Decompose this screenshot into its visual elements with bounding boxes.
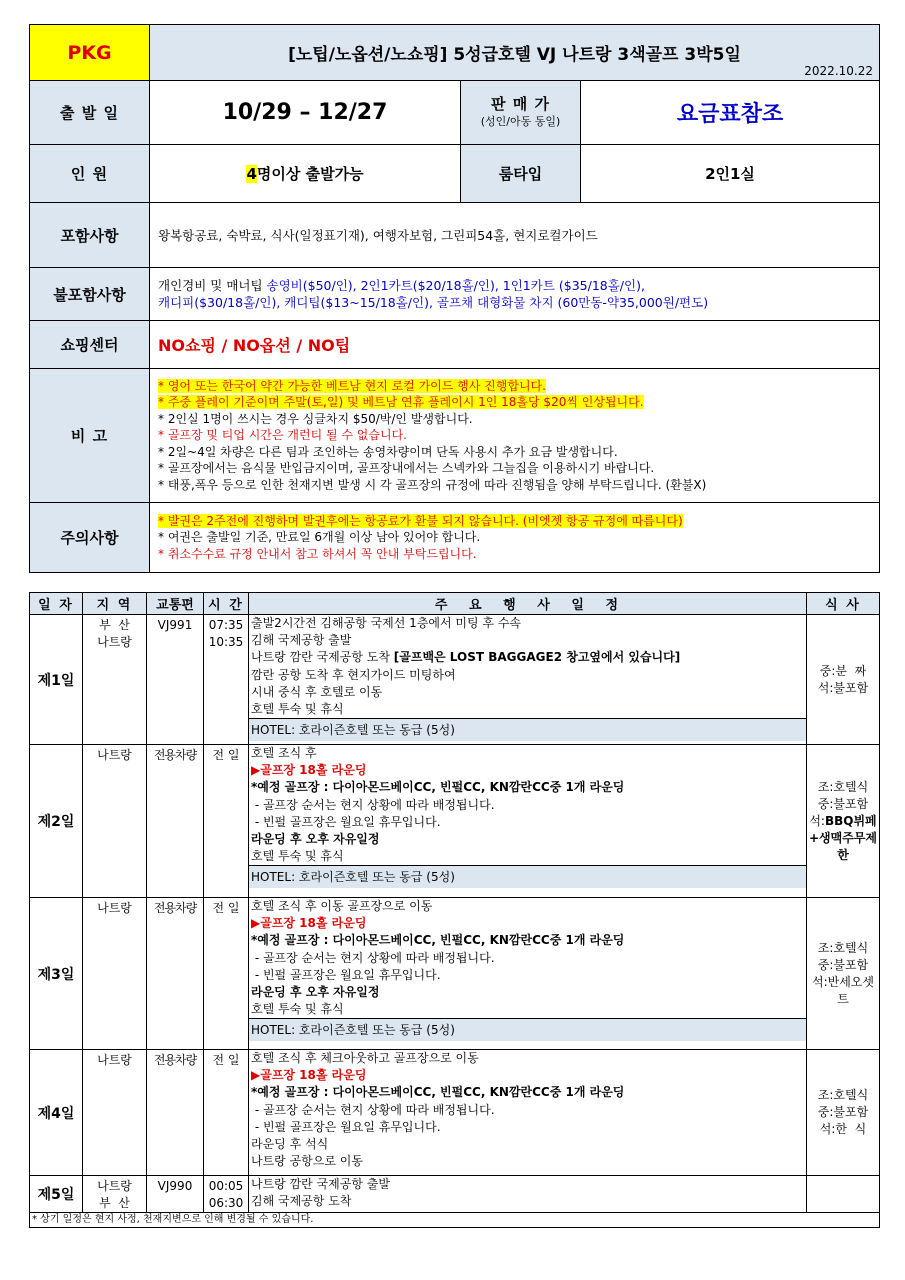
meals-cell — [807, 1176, 880, 1213]
region-2: 부 산 — [99, 1196, 130, 1210]
header-meals: 식 사 — [807, 593, 880, 615]
meal: 조:호텔식 — [817, 779, 869, 794]
activity: 호텔 투숙 및 휴식 — [251, 702, 344, 717]
price-value: 요금표참조 — [581, 81, 880, 145]
remark-6: * 골프장에서는 음식물 반입금지이며, 골프장내에서는 스넥카와 그늘집을 이용하시기 바랍니다. — [158, 461, 655, 476]
transport: VJ991 — [147, 615, 204, 745]
exclude-value — [150, 268, 880, 321]
region-1: 부 산 — [99, 618, 130, 632]
caution-1: * 발권은 2주전에 진행하며 발권후에는 항공료가 환불 되지 않습니다. (비엣젯 항공 규정에 따릅니다) — [158, 513, 683, 528]
golf-round: ▶골프장 18홀 라운딩 — [251, 916, 367, 931]
day-row — [30, 745, 880, 898]
meal: 석:한 식 — [819, 1122, 867, 1136]
activity: 나트랑 깜란 국제공항 출발 — [251, 1177, 390, 1191]
time: 전 일 — [204, 745, 249, 898]
day-label: 제3일 — [30, 898, 83, 1050]
transport: 전용차량 — [147, 1050, 204, 1176]
include-label: 포함사항 — [30, 203, 150, 268]
departure-label: 출 발 일 — [30, 81, 150, 145]
activity: 라운딩 후 오후 자유일정 — [251, 985, 380, 1000]
exclude-blue-2: 캐디피($30/18홀/인), 캐디팁($13~15/18홀/인), 골프채 대형화물 차지 (60만동-약35,000원/편도) — [158, 295, 709, 310]
include-value: 왕복항공료, 숙박료, 식사(일정표기재), 여행자보험, 그린피54홀, 현지로컬가이드 — [150, 203, 880, 268]
transport: VJ990 — [147, 1176, 204, 1213]
meal: 조:호텔식 — [817, 1088, 869, 1102]
header-schedule: 주 요 행 사 일 정 — [249, 593, 807, 615]
activity: 김해 국제공항 도착 — [251, 1194, 352, 1209]
region-1: 나트랑 — [97, 1179, 132, 1193]
activity: 호텔 투숙 및 휴식 — [251, 849, 344, 864]
package-info-table — [29, 24, 880, 573]
day-label: 제2일 — [30, 745, 83, 898]
golf-bag-note: [골프백은 LOST BAGGAGE2 창고옆에서 있습니다] — [393, 650, 681, 665]
remark-4: * 골프장 및 티업 시간은 개런티 될 수 없습니다. — [158, 428, 407, 443]
region-2: 나트랑 — [97, 635, 132, 649]
activity: - 빈펄 골프장은 월요일 휴무입니다. — [251, 814, 441, 829]
exclude-black: 개인경비 및 매너팁 — [158, 278, 267, 293]
region: 나트랑 — [83, 898, 147, 1050]
activity: - 빈펄 골프장은 월요일 휴무입니다. — [251, 967, 441, 982]
room-value: 2인1실 — [581, 145, 880, 203]
header-region: 지 역 — [83, 593, 147, 615]
activities — [249, 745, 807, 898]
remarks-label: 비 고 — [30, 369, 150, 503]
time-cell — [204, 1176, 249, 1213]
people-cell — [150, 145, 461, 203]
people-label: 인 원 — [30, 145, 150, 203]
meal: 석:불포함 — [817, 680, 869, 695]
hotel-info: HOTEL: 호라이즌호텔 또는 동급 (5성) — [249, 1018, 806, 1041]
golf-courses: *예정 골프장 : 다이아몬드베이CC, 빈펄CC, KN깜란CC중 1개 라운딩 — [251, 780, 625, 795]
meals-cell — [807, 898, 880, 1050]
remark-1: * 영어 또는 한국어 약간 가능한 베트남 현지 로컬 가이드 행사 진행합니다. — [158, 378, 546, 393]
meal: 조:호텔식 — [817, 940, 869, 955]
caution-2: * 여권은 출발일 기준, 만료일 6개월 이상 남아 있어야 합니다. — [158, 530, 481, 545]
day-label: 제5일 — [30, 1176, 83, 1213]
activity: 라운딩 후 석식 — [251, 1137, 329, 1152]
day-row — [30, 615, 880, 745]
activity: 라운딩 후 오후 자유일정 — [251, 832, 380, 847]
meal: 중:분 짜 — [819, 663, 867, 678]
activities — [249, 615, 807, 745]
day-row — [30, 1176, 880, 1213]
remarks-list — [150, 369, 880, 503]
exclude-blue-1: 송영비($50/인), 2인1카트($20/18홀/인), 1인1카트 ($35/18홀/인), — [266, 278, 645, 293]
header-day: 일 자 — [30, 593, 83, 615]
price-sub: (성인/아동 동일) — [480, 114, 561, 128]
title-text: [노팁/노옵션/노쇼핑] 5성급호텔 VJ 나트랑 3색골프 3박5일 — [288, 45, 741, 65]
remark-3: * 2인실 1명이 쓰시는 경우 싱글차지 $50/박/인 발생합니다. — [158, 411, 473, 426]
activity: 깜란 공항 도착 후 현지가이드 미팅하여 — [251, 667, 456, 682]
meal — [807, 813, 879, 830]
room-label: 룸타입 — [461, 145, 581, 203]
remark-5: * 2일~4일 차량은 다른 팀과 조인하는 송영차량이며 단독 사용시 추가 요금 발생합니다. — [158, 444, 618, 459]
activity: 호텔 조식 후 이동 골프장으로 이동 — [251, 899, 433, 913]
shopping-label: 쇼핑센터 — [30, 321, 150, 369]
meals-cell — [807, 745, 880, 898]
shopping-value: NO쇼핑 / NO옵션 / NO팁 — [150, 321, 880, 369]
time: 전 일 — [204, 1050, 249, 1176]
region: 나트랑 — [83, 1050, 147, 1176]
meal: 중:불포함 — [817, 796, 869, 811]
activity: 호텔 조식 후 — [251, 746, 317, 760]
time: 전 일 — [204, 898, 249, 1050]
meal: 중:불포함 — [817, 1105, 869, 1119]
hotel-info: HOTEL: 호라이즌호텔 또는 동급 (5성) — [249, 718, 806, 741]
package-title — [150, 25, 880, 81]
region: 나트랑 — [83, 745, 147, 898]
activities — [249, 1050, 807, 1176]
activity — [251, 649, 804, 666]
time-2: 06:30 — [208, 1196, 244, 1210]
day-row — [30, 1050, 880, 1176]
footnote: * 상기 일정은 현지 사정, 천재지변으로 인해 변경될 수 있습니다. — [30, 1213, 880, 1228]
time-2: 10:35 — [208, 635, 244, 649]
activity: - 빈펄 골프장은 월요일 휴무입니다. — [251, 1119, 441, 1134]
caution-label: 주의사항 — [30, 503, 150, 573]
header-time: 시 간 — [204, 593, 249, 615]
price-label: 판 매 가 — [491, 94, 550, 113]
time-cell — [204, 615, 249, 745]
pkg-badge: PKG — [30, 25, 150, 81]
header-transport: 교통편 — [147, 593, 204, 615]
activities — [249, 898, 807, 1050]
activities — [249, 1176, 807, 1213]
golf-round: ▶골프장 18홀 라운딩 — [251, 1068, 367, 1083]
golf-round: ▶골프장 18홀 라운딩 — [251, 763, 367, 778]
transport: 전용차량 — [147, 745, 204, 898]
hotel-info: HOTEL: 호라이즌호텔 또는 동급 (5성) — [249, 865, 806, 888]
meal: +생맥주무제한 — [808, 830, 877, 862]
caution-list — [150, 503, 880, 573]
activity: 김해 국제공항 출발 — [251, 633, 352, 648]
activity: 나트랑 공항으로 이동 — [251, 1154, 363, 1169]
time-1: 00:05 — [208, 1179, 244, 1193]
time-1: 07:35 — [208, 618, 244, 632]
golf-courses: *예정 골프장 : 다이아몬드베이CC, 빈펄CC, KN깜란CC중 1개 라운딩 — [251, 933, 625, 948]
activity: 호텔 투숙 및 휴식 — [251, 1002, 344, 1017]
meals-cell — [807, 1050, 880, 1176]
activity: - 골프장 순서는 현지 상황에 따라 배정됩니다. — [251, 950, 495, 965]
activity-text: 나트랑 깜란 국제공항 도착 — [251, 650, 394, 665]
day-label: 제1일 — [30, 615, 83, 745]
remark-2: * 주중 플레이 기준이며 주말(토,일) 및 베트남 연휴 플레이시 1인 18홀당 $20씩 인상됩니다. — [158, 395, 644, 410]
day-row — [30, 898, 880, 1050]
activity: - 골프장 순서는 현지 상황에 따라 배정됩니다. — [251, 1102, 495, 1117]
people-num: 4 — [246, 165, 257, 183]
golf-courses: *예정 골프장 : 다이아몬드베이CC, 빈펄CC, KN깜란CC중 1개 라운딩 — [251, 1085, 625, 1100]
activity: 출발2시간전 김해공항 국제선 1층에서 미팅 후 수속 — [251, 616, 521, 630]
meal: 중:불포함 — [817, 957, 869, 972]
departure-value: 10/29 – 12/27 — [150, 81, 461, 145]
price-label-cell — [461, 81, 581, 145]
issue-date: 2022.10.22 — [804, 64, 873, 78]
people-value: 명이상 출발가능 — [256, 165, 364, 183]
itinerary-table — [29, 592, 880, 1228]
day-label: 제4일 — [30, 1050, 83, 1176]
exclude-label: 불포함사항 — [30, 268, 150, 321]
meal-bbq: BBQ뷔페 — [824, 813, 877, 828]
meal: 석:반세오셋트 — [811, 974, 874, 1006]
remark-7: * 태풍,폭우 등으로 인한 천재지변 발생 시 각 골프장의 규정에 따라 진행됨을 양해 부탁드립니다. (환불X) — [158, 477, 707, 492]
activity: 호텔 조식 후 체크아웃하고 골프장으로 이동 — [251, 1051, 479, 1065]
region-cell — [83, 615, 147, 745]
activity: 시내 중식 후 호텔로 이동 — [251, 684, 383, 699]
meals-cell — [807, 615, 880, 745]
meal-prefix: 석: — [809, 813, 825, 828]
activity: - 골프장 순서는 현지 상황에 따라 배정됩니다. — [251, 797, 495, 812]
transport: 전용차량 — [147, 898, 204, 1050]
region-cell — [83, 1176, 147, 1213]
caution-3: * 취소수수료 규정 안내서 참고 하셔서 꼭 안내 부탁드립니다. — [158, 546, 477, 561]
